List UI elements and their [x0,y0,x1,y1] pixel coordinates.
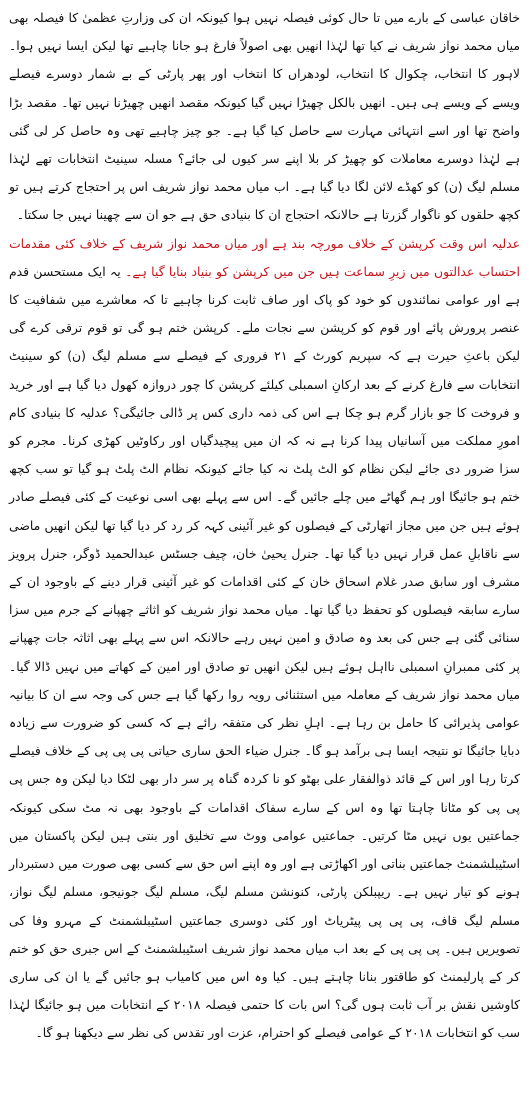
highlighted-sentence: عدلیہ اس وقت کرپشن کے خلاف مورچہ بند ہے اور میاں محمد نواز شریف کے خلاف کئی مقدمات احتساب عدالتوں میں زیرِ سماعت ہیں جن میں کرپشن کو بنیاد بنایا گیا ہے۔ [9,235,520,279]
article-paragraph-2 [9,230,520,1048]
article-paragraph-1: خاقان عباسی کے بارے میں تا حال کوئی فیصلہ نہیں ہوا کیونکہ ان کی وزارتِ عظمیٰ کا فیصلہ بھی میاں محمد نواز شریف نے کیا تھا لہٰذا انھیں بھی اصولاً فارغ ہو جانا چاہیے تھا لیکن ایسا نہیں ہوا۔ لاہور کا انتخاب، چکوال کا انتخاب، لودھراں کا انتخاب اور پھر پارٹی کے بے شمار دوسرے فیصلے ویسے کے ویسے ہی ہیں۔ انھیں بالکل چھیڑا نہیں گیا کیونکہ مقصد انھیں چھیڑنا نہیں تھا۔ مقصد بڑا واضح تھا اور اسے انتہائی مہارت سے حاصل کیا گیا ہے۔ جو چیز چاہیے تھی وہ حاصل کر لی گئی ہے لہٰذا دوسرے معاملات کو چھیڑ کر بلا اپنے سر کیوں لی جائے؟ مسلہ سینیٹ انتخابات تھے لہٰذا مسلم لیگ (ن) کو کھڈے لائن لگا دیا گیا ہے۔ اب میاں محمد نواز شریف اس پر احتجاج کرتے ہیں تو کچھ حلقوں کو ناگوار گزرتا ہے حالانکہ احتجاج ان کا بنیادی حق ہے جو ان سے چھینا نہیں جا سکتا۔ [9,10,520,223]
paragraph-2-body: یہ ایک مستحسن قدم ہے اور عوامی نمائندوں کو خود کو پاک اور صاف ثابت کرنا چاہیے تا کہ معاشرے میں شفافیت کا عنصر پرورش پائے اور قوم کو کرپشن سے نجات ملے۔ کرپشن ختم ہو گی تو قوم ترقی کرے گی لیکن باعثِ حیرت ہے کہ سپریم کورٹ کے ۲۱ فروری کے فیصلے سے مسلم لیگ (ن) کو سینیٹ انتخابات سے فارغ کرنے کے بعد ارکانِ اسمبلی کیلئے کرپشن کا چور دروازہ کھول دیا گیا ہے اور خرید و فروخت کا جو بازار گرم ہو چکا ہے اس کی ذمہ داری کس پر ڈالی جائیگی؟ عدلیہ کا بنیادی کام امورِ مملکت میں آسانیاں پیدا کرنا ہے نہ کہ ان میں پیچیدگیاں اور رکاوٹیں کھڑی کرنا۔ مجرم کو سزا ضرور دی جائے لیکن نظام کو الٹ پلٹ نہ کیا جائے کیونکہ نظام الٹ پلٹ ہو گیا تو سب کچھ ختم ہو جائیگا اور ہم گھاٹے میں چلے جائیں گے۔ اس سے پہلے بھی اسی نوعیت کے کئی فیصلے صادر ہوئے ہیں جن میں مجاز اتھارٹی کے فیصلوں کو غیر آئینی کہہ کر رد کر دیا گیا تھا لیکن انھیں ماضی سے ناقابلِ عمل قرار نہیں دیا گیا تھا۔ جنرل یحییٰ خان، چیف جسٹس عبدالحمید ڈوگر، جنرل پرویز مشرف اور سابق صدر غلام اسحاق خان کے کئی اقدامات کو غیر آئینی قرار دینے کے باوجود ان کے سارے سابقہ فیصلوں کو تحفظ دیا گیا تھا۔ میاں محمد نواز شریف کو اثاثے چھپانے کے جرم میں سزا سنائی گئی ہے جس کی بعد وہ صادق و امین نہیں رہے حالانکہ اس سے پہلے بھی اثاثہ جات چھپانے پر کئی ممبرانِ اسمبلی نااہل ہوئے ہیں لیکن انھیں تو صادق اور امین کے کھاتے میں نہیں ڈالا گیا۔ میاں محمد نواز شریف کے معاملہ میں استثنائی رویہ روا رکھا گیا ہے جس کی وجہ سے ان کا بیانیہ عوامی پذیرائی کا حامل بن رہا ہے۔ اہلِ نظر کی متفقہ رائے ہے کہ کسی کو ضرورت سے زیادہ دبایا جائیگا تو نتیجہ ایسا ہی برآمد ہو گا۔ جنرل ضیاء الحق ساری حیاتی پی پی پی کے خلاف فیصلے کرتا رہا اور اس کے قائد ذوالفقار علی بھٹو کو نا کردہ گناہ پر سر دار بھی لٹکا دیا لیکن وہ جس پی پی پی کو مٹانا چاہتا تھا وہ اس کے سارے سفاک اقدامات کے باوجود بھی نہ مٹ سکی کیونکہ جماعتیں یوں نہیں مٹا کرتیں۔ جماعتیں عوامی ووٹ سے تخلیق اور بنتی ہیں لیکن پاکستان میں اسٹیبلشمنٹ جماعتیں بناتی اور اکھاڑتی ہے اور وہ اپنے اس حق سے کسی بھی صورت میں دستبردار ہونے کو تیار نہیں ہے۔ ریپبلکن پارٹی، کنونشن مسلم لیگ، مسلم لیگ جونیجو، مسلم لیگ نواز، مسلم لیگ قاف، پی پی پی پیٹریاٹ اور کئی دوسری جماعتیں اسٹیبلشمنٹ کے مہرو وفا کی تصویریں ہیں۔ پی پی پی کے بعد اب میاں محمد نواز شریف اسٹیبلشمنٹ کے اس جبری حق کو ختم کر کے پارلیمنٹ کو طاقتور بنانا چاہتے ہیں۔ کیا وہ اس میں کامیاب ہو جائیں گے یا ان کی ساری کاوشیں نقش بر آب ثابت ہوں گی؟ اس بات کا حتمی فیصلہ ۲۰۱۸ کے انتخابات میں ہو جائیگا لہٰذا سب کو انتخابات ۲۰۱۸ کے عوامی فیصلے کو احترام، عزت اور تقدس کی نظر سے دیکھنا ہو گا۔ [9,263,521,1041]
